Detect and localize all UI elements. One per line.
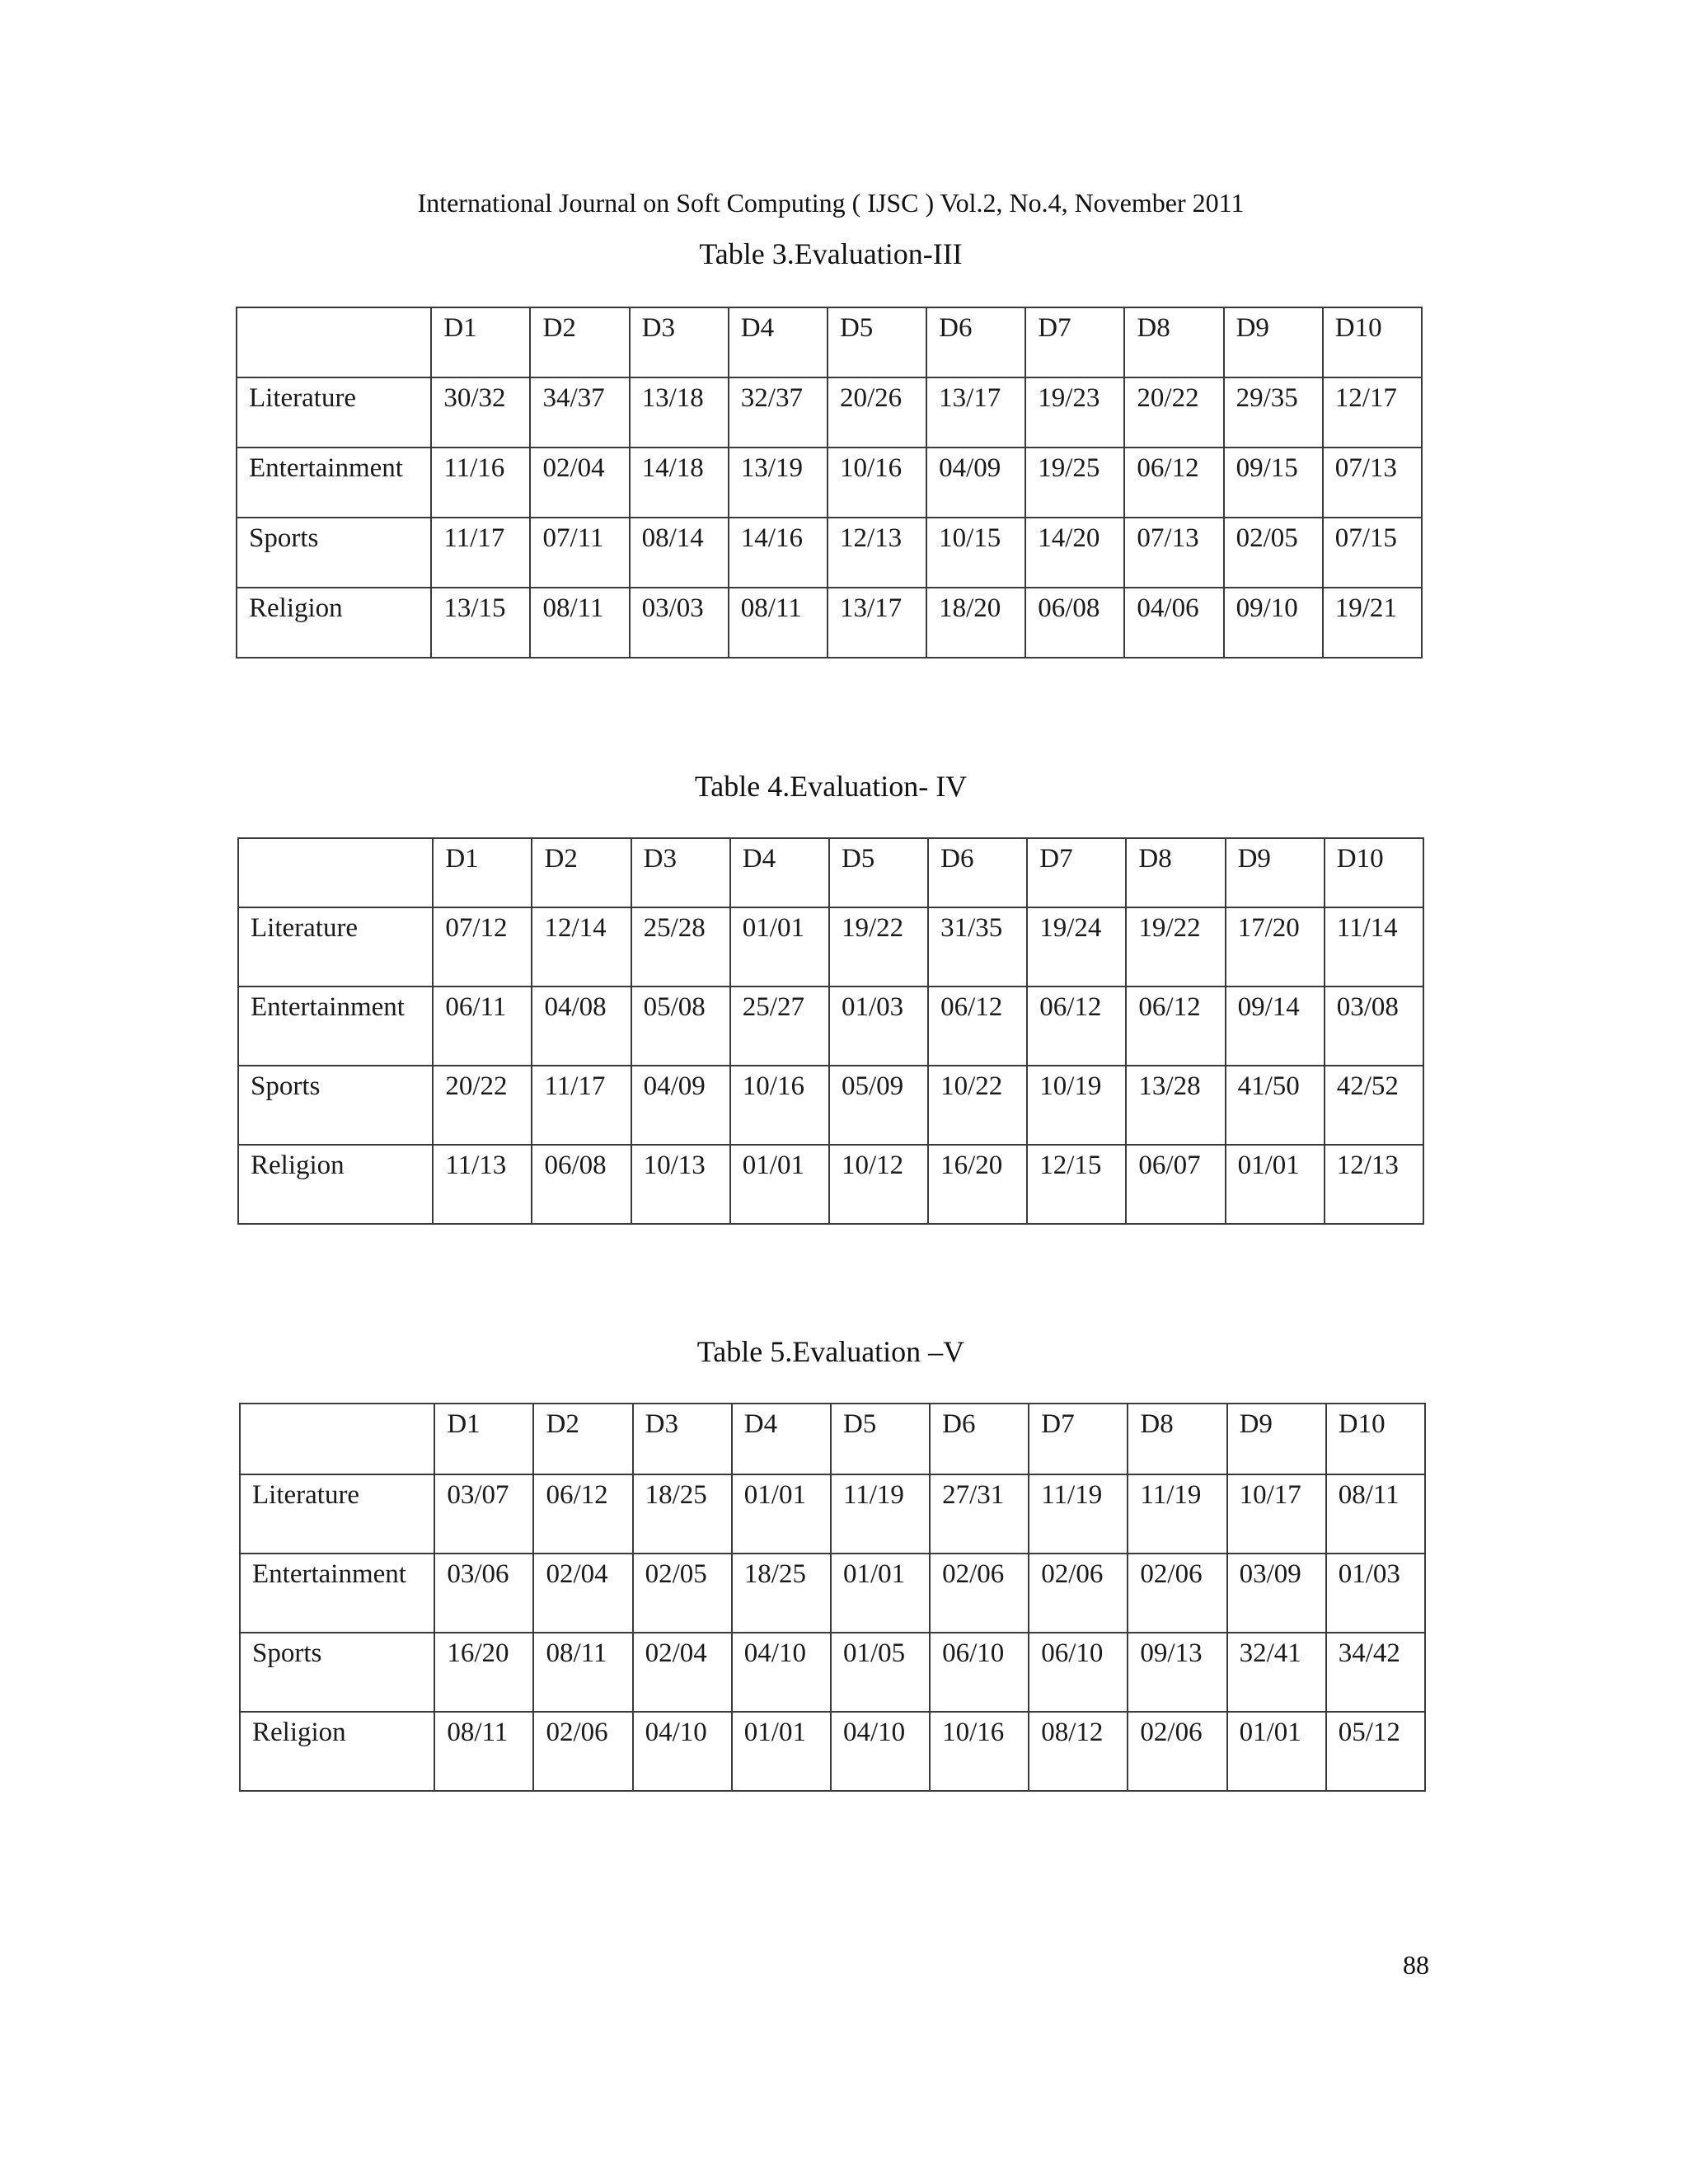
table-header-row (238, 838, 1423, 907)
table-cell: 10/15 (926, 518, 1025, 588)
table-cell: 12/14 (532, 907, 631, 987)
table-header-row (240, 1404, 1425, 1474)
table-row (237, 518, 1422, 588)
table-cell: 29/35 (1224, 377, 1323, 448)
table-cell: 14/20 (1025, 518, 1124, 588)
table-row (240, 1633, 1425, 1712)
table-row (238, 1145, 1423, 1224)
page-number: 88 (1403, 1950, 1429, 1980)
column-header: D9 (1226, 838, 1325, 907)
column-header: D2 (530, 307, 629, 377)
table-cell: 01/01 (730, 907, 829, 987)
column-header: D2 (532, 838, 631, 907)
table-cell: 09/13 (1128, 1633, 1226, 1712)
table-cell: 14/16 (729, 518, 828, 588)
table-row (238, 907, 1423, 987)
table-cell: 32/37 (729, 377, 828, 448)
table-cell: 11/19 (1128, 1474, 1226, 1554)
table-cell: 16/20 (434, 1633, 533, 1712)
table-cell: 11/17 (532, 1066, 631, 1145)
table-cell: 10/17 (1227, 1474, 1326, 1554)
table-cell: 13/15 (431, 588, 530, 658)
table-cell: 27/31 (930, 1474, 1029, 1554)
table-cell: 06/10 (1029, 1633, 1128, 1712)
table-cell: 02/06 (1128, 1554, 1226, 1633)
column-header: D10 (1325, 838, 1423, 907)
row-label: Sports (240, 1633, 434, 1712)
table-cell: 12/15 (1027, 1145, 1126, 1224)
table-row (237, 588, 1422, 658)
table-cell: 06/11 (433, 987, 532, 1066)
row-label: Literature (240, 1474, 434, 1554)
column-header: D9 (1227, 1404, 1326, 1474)
table-cell: 25/27 (730, 987, 829, 1066)
evaluation-table-5 (239, 1403, 1426, 1792)
table-cell: 01/01 (732, 1712, 831, 1791)
table-caption: Table 3.Evaluation-III (699, 237, 963, 270)
column-header: D9 (1224, 307, 1323, 377)
table-cell: 04/08 (532, 987, 631, 1066)
row-label: Religion (238, 1145, 433, 1224)
table-cell: 06/12 (1027, 987, 1126, 1066)
row-label: Sports (238, 1066, 433, 1145)
table-row (240, 1554, 1425, 1633)
table-cell: 07/12 (433, 907, 532, 987)
row-label: Literature (238, 907, 433, 987)
table-cell: 31/35 (928, 907, 1027, 987)
table-cell: 02/06 (1029, 1554, 1128, 1633)
corner-cell (238, 838, 433, 907)
table-cell: 20/22 (433, 1066, 532, 1145)
table-cell: 18/20 (926, 588, 1025, 658)
table-cell: 02/06 (930, 1554, 1029, 1633)
table-cell: 08/14 (630, 518, 729, 588)
table-cell: 06/12 (1124, 448, 1223, 518)
table-cell: 41/50 (1226, 1066, 1325, 1145)
table-cell: 06/12 (533, 1474, 632, 1554)
column-header: D1 (434, 1404, 533, 1474)
table-cell: 01/05 (831, 1633, 930, 1712)
evaluation-table-3 (236, 307, 1423, 658)
table-cell: 02/04 (533, 1554, 632, 1633)
table-cell: 11/16 (431, 448, 530, 518)
row-label: Entertainment (238, 987, 433, 1066)
table-cell: 06/08 (532, 1145, 631, 1224)
table-cell: 04/09 (631, 1066, 730, 1145)
table-cell: 10/12 (829, 1145, 928, 1224)
column-header: D4 (732, 1404, 831, 1474)
table-cell: 01/01 (732, 1474, 831, 1554)
table-row (237, 448, 1422, 518)
table-cell: 19/24 (1027, 907, 1126, 987)
column-header: D5 (831, 1404, 930, 1474)
table-cell: 08/11 (729, 588, 828, 658)
table-cell: 20/26 (828, 377, 926, 448)
table-cell: 08/11 (1326, 1474, 1425, 1554)
column-header: D8 (1128, 1404, 1226, 1474)
table-cell: 04/06 (1124, 588, 1223, 658)
table-caption: Table 5.Evaluation –V (696, 1335, 965, 1368)
column-header: D7 (1025, 307, 1124, 377)
table-cell: 16/20 (928, 1145, 1027, 1224)
table-cell: 13/19 (729, 448, 828, 518)
row-label: Religion (240, 1712, 434, 1791)
column-header: D10 (1323, 307, 1422, 377)
table-cell: 03/08 (1325, 987, 1423, 1066)
table-row (240, 1712, 1425, 1791)
table-cell: 17/20 (1226, 907, 1325, 987)
table-cell: 11/17 (431, 518, 530, 588)
table-cell: 02/05 (633, 1554, 732, 1633)
table-cell: 06/10 (930, 1633, 1029, 1712)
evaluation-table-4 (237, 837, 1424, 1225)
table-cell: 20/22 (1124, 377, 1223, 448)
running-header: International Journal on Soft Computing ( IJSC ) Vol.2, No.4, November 2011 (417, 188, 1245, 218)
table-cell: 14/18 (630, 448, 729, 518)
table-cell: 25/28 (631, 907, 730, 987)
table-header-row (237, 307, 1422, 377)
table-cell: 10/16 (930, 1712, 1029, 1791)
table-caption: Table 4.Evaluation- IV (694, 770, 968, 803)
table-cell: 06/07 (1126, 1145, 1225, 1224)
table-cell: 11/14 (1325, 907, 1423, 987)
table-cell: 13/28 (1126, 1066, 1225, 1145)
table-cell: 07/15 (1323, 518, 1422, 588)
table-cell: 13/18 (630, 377, 729, 448)
column-header: D7 (1029, 1404, 1128, 1474)
table-cell: 01/01 (1226, 1145, 1325, 1224)
table-cell: 02/06 (1128, 1712, 1226, 1791)
table-cell: 10/16 (828, 448, 926, 518)
table-cell: 01/03 (1326, 1554, 1425, 1633)
column-header: D8 (1124, 307, 1223, 377)
table-cell: 02/04 (633, 1633, 732, 1712)
corner-cell (237, 307, 431, 377)
table-cell: 34/37 (530, 377, 629, 448)
table-cell: 12/13 (828, 518, 926, 588)
table-cell: 18/25 (633, 1474, 732, 1554)
column-header: D3 (631, 838, 730, 907)
table-cell: 03/03 (630, 588, 729, 658)
column-header: D5 (828, 307, 926, 377)
column-header: D4 (730, 838, 829, 907)
table-cell: 08/11 (530, 588, 629, 658)
table-cell: 10/16 (730, 1066, 829, 1145)
table-cell: 04/10 (633, 1712, 732, 1791)
column-header: D6 (926, 307, 1025, 377)
table-cell: 12/17 (1323, 377, 1422, 448)
row-label: Entertainment (237, 448, 431, 518)
table-cell: 06/08 (1025, 588, 1124, 658)
table-cell: 05/09 (829, 1066, 928, 1145)
table-cell: 04/10 (732, 1633, 831, 1712)
table-cell: 04/10 (831, 1712, 930, 1791)
table-cell: 02/05 (1224, 518, 1323, 588)
column-header: D8 (1126, 838, 1225, 907)
table-cell: 08/11 (533, 1633, 632, 1712)
table-cell: 13/17 (828, 588, 926, 658)
table-cell: 06/12 (928, 987, 1027, 1066)
row-label: Religion (237, 588, 431, 658)
table-cell: 09/14 (1226, 987, 1325, 1066)
table-cell: 13/17 (926, 377, 1025, 448)
table-cell: 30/32 (431, 377, 530, 448)
table-row (238, 987, 1423, 1066)
table-cell: 03/07 (434, 1474, 533, 1554)
table-cell: 01/01 (730, 1145, 829, 1224)
table-cell: 11/19 (831, 1474, 930, 1554)
table-cell: 02/06 (533, 1712, 632, 1791)
column-header: D3 (630, 307, 729, 377)
table-cell: 07/13 (1323, 448, 1422, 518)
table-cell: 09/10 (1224, 588, 1323, 658)
column-header: D10 (1326, 1404, 1425, 1474)
table-cell: 01/01 (831, 1554, 930, 1633)
table-cell: 07/13 (1124, 518, 1223, 588)
table-cell: 05/12 (1326, 1712, 1425, 1791)
table-cell: 01/03 (829, 987, 928, 1066)
column-header: D3 (633, 1404, 732, 1474)
column-header: D7 (1027, 838, 1126, 907)
table-cell: 07/11 (530, 518, 629, 588)
row-label: Literature (237, 377, 431, 448)
table-cell: 11/13 (433, 1145, 532, 1224)
table-row (238, 1066, 1423, 1145)
column-header: D5 (829, 838, 928, 907)
table-cell: 04/09 (926, 448, 1025, 518)
table-cell: 11/19 (1029, 1474, 1128, 1554)
table-cell: 12/13 (1325, 1145, 1423, 1224)
table-cell: 02/04 (530, 448, 629, 518)
table-cell: 05/08 (631, 987, 730, 1066)
column-header: D2 (533, 1404, 632, 1474)
column-header: D6 (930, 1404, 1029, 1474)
table-cell: 32/41 (1227, 1633, 1326, 1712)
table-cell: 06/12 (1126, 987, 1225, 1066)
table-cell: 10/22 (928, 1066, 1027, 1145)
table-cell: 19/25 (1025, 448, 1124, 518)
table-cell: 01/01 (1227, 1712, 1326, 1791)
column-header: D4 (729, 307, 828, 377)
table-cell: 19/22 (1126, 907, 1225, 987)
table-cell: 18/25 (732, 1554, 831, 1633)
corner-cell (240, 1404, 434, 1474)
column-header: D6 (928, 838, 1027, 907)
table-cell: 03/09 (1227, 1554, 1326, 1633)
table-cell: 03/06 (434, 1554, 533, 1633)
table-cell: 10/13 (631, 1145, 730, 1224)
table-cell: 08/11 (434, 1712, 533, 1791)
table-row (240, 1474, 1425, 1554)
table-cell: 08/12 (1029, 1712, 1128, 1791)
row-label: Entertainment (240, 1554, 434, 1633)
table-cell: 19/22 (829, 907, 928, 987)
table-cell: 19/23 (1025, 377, 1124, 448)
table-cell: 10/19 (1027, 1066, 1126, 1145)
table-cell: 42/52 (1325, 1066, 1423, 1145)
column-header: D1 (433, 838, 532, 907)
table-row (237, 377, 1422, 448)
table-cell: 19/21 (1323, 588, 1422, 658)
column-header: D1 (431, 307, 530, 377)
table-cell: 34/42 (1326, 1633, 1425, 1712)
table-cell: 09/15 (1224, 448, 1323, 518)
row-label: Sports (237, 518, 431, 588)
